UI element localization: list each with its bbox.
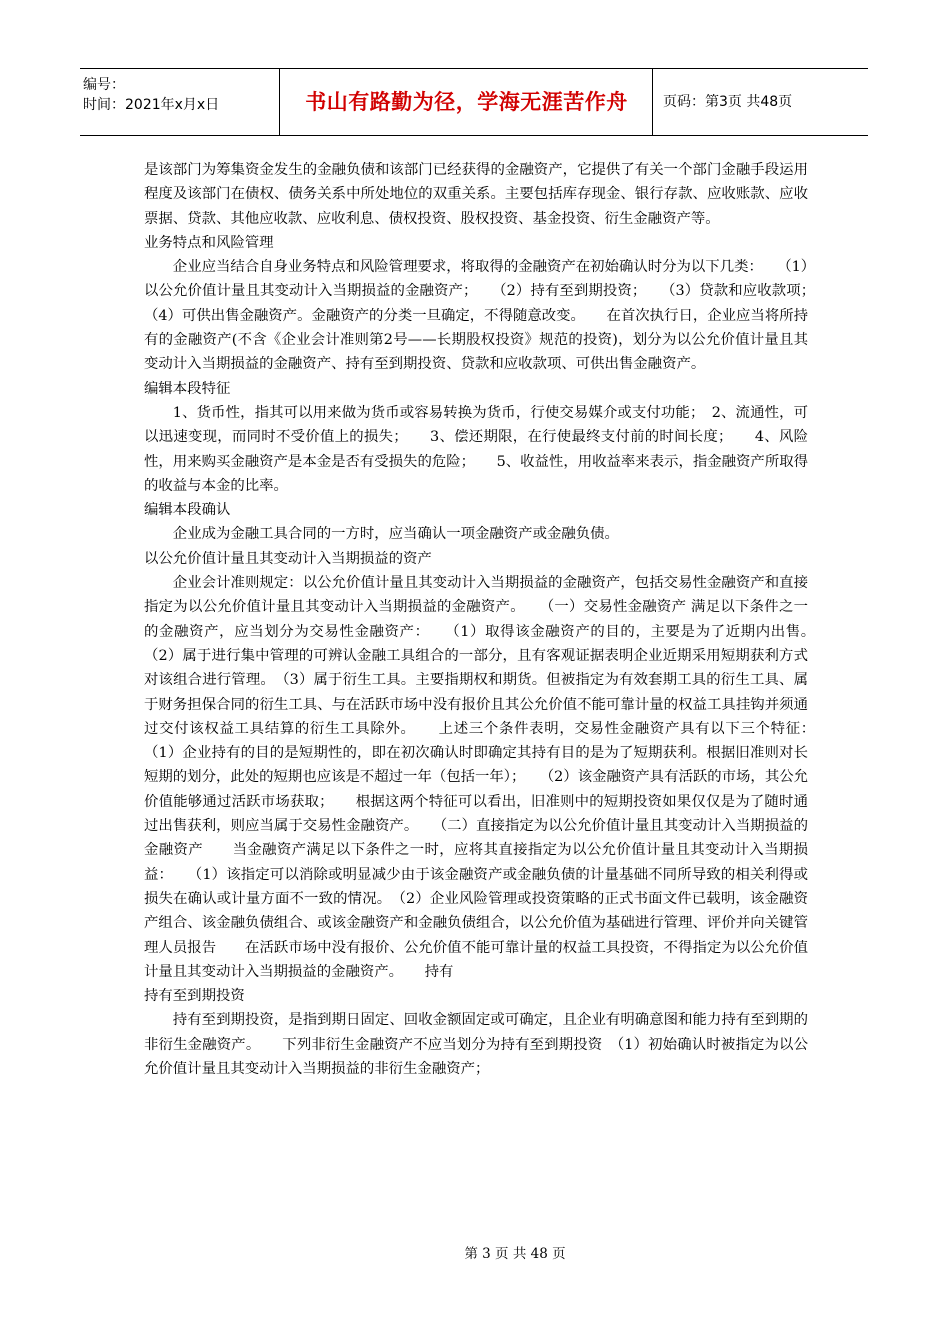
- header-page-info: 页码：第3页 共48页: [663, 94, 793, 110]
- section-heading-business: 业务特点和风险管理: [144, 234, 274, 251]
- footer-page-number: 第 3 页 共 48 页: [464, 1246, 566, 1262]
- section-heading-recognition: 编辑本段确认: [144, 502, 231, 519]
- page-footer: [0, 1245, 950, 1263]
- time-label: 时间：2021年x月x日: [83, 97, 220, 113]
- paragraph-features: 1、货币性，指其可以用来做为货币或容易转换为货币，行使交易媒介或支付功能； 2、流通性，可以迅速变现，而同时不受价值上的损失； 3、偿还期限，在行使最终支付前的时间长度； 4、风险性，用来购买金融资产是本金是否有受损失的危险； 5、收益性，用收益率来表示，指金融资产所取得的收益与本金的比率。: [144, 404, 808, 494]
- section-heading-features: 编辑本段特征: [144, 380, 231, 397]
- paragraph-recognition: 企业成为金融工具合同的一方时，应当确认一项金融资产或金融负债。: [172, 526, 619, 543]
- paragraph-held-to-maturity: 持有至到期投资，是指到期日固定、回收金额固定或可确定，且企业有明确意图和能力持有至到期的非衍生金融资产。 下列非衍生金融资产不应当划分为持有至到期投资 （1）初始确认时被指定为以公允价值计量且其变动计入当期损益的非衍生金融资产；: [144, 1012, 808, 1077]
- document-body: [144, 158, 837, 1081]
- paragraph-classification: 企业应当结合自身业务特点和风险管理要求，将取得的金融资产在初始确认时分为以下几类： （1）以公允价值计量且其变动计入当期损益的金融资产； （2）持有至到期投资； （3）贷款和应收款项； （4）可供出售金融资产。金融资产的分类一旦确定，不得随意改变。 在首次执行日，企业应当将所持有的金融资产(不含《企业会计准则第2号——长期股权投资》规范的投资)，划分为以公允价值计量且其变动计入当期损益的金融资产、持有至到期投资、贷款和应收款项、可供出售金融资产。: [144, 259, 837, 373]
- page-header: [80, 68, 868, 136]
- section-heading-fair-value: 以公允价值计量且其变动计入当期损益的资产: [144, 550, 432, 567]
- paragraph-continuation: 是该部门为筹集资金发生的金融负债和该部门已经获得的金融资产，它提供了有关一个部门金融手段运用程度及该部门在债权、债务关系中所处地位的双重关系。主要包括库存现金、银行存款、应收账款、应收票据、贷款、其他应收款、应收利息、债权投资、股权投资、基金投资、衍生金融资产等。: [144, 162, 808, 227]
- header-motto: 书山有路勤为径，学海无涯苦作舟: [281, 69, 653, 135]
- number-label: 编号：: [83, 77, 125, 93]
- header-meta: [80, 69, 280, 135]
- paragraph-fair-value: 企业会计准则规定：以公允价值计量且其变动计入当期损益的金融资产，包括交易性金融资产和直接指定为以公允价值计量且其变动计入当期损益的金融资产。 （一）交易性金融资产 满足以下条件之一的金融资产，应当划分为交易性金融资产： （1）取得该金融资产的目的，主要是为了近期内出售。 （2）属于进行集中管理的可辨认金融工具组合的一部分，且有客观证据表明企业近期采用短期获利方式对该组合进行管理。 （3）属于衍生工具。主要指期权和期货。但被指定为有效套期工具的衍生工具、属于财务担保合同的衍生工具、与在活跃市场中没有报价且其公允价值不能可靠计量的权益工具挂钩并须通过交付该权益工具结算的衍生工具除外。 上述三个条件表明，交易性金融资产具有以下三个特征： （1）企业持有的目的是短期性的，即在初次确认时即确定其持有目的是为了短期获利。根据旧准则对长短期的划分，此处的短期也应该是不超过一年（包括一年）； （2）该金融资产具有活跃的市场，其公允价值能够通过活跃市场获取； 根据这两个特征可以看出，旧准则中的短期投资如果仅仅是为了随时通过出售获利，则应当属于交易性金融资产。 （二）直接指定为以公允价值计量且其变动计入当期损益的金融资产 当金融资产满足以下条件之一时，应将其直接指定为以公允价值计量且其变动计入当期损益： （1）该指定可以消除或明显减少由于该金融资产或金融负债的计量基础不同所导致的相关利得或损失在确认或计量方面不一致的情况。 （2）企业风险管理或投资策略的正式书面文件已载明，该金融资产组合、该金融负债组合、或该金融资产和金融负债组合，以公允价值为基础进行管理、评价并向关键管理人员报告 在活跃市场中没有报价、公允价值不能可靠计量的权益工具投资，不得指定为以公允价值计量且其变动计入当期损益的金融资产。 持有: [144, 575, 837, 980]
- section-heading-held-to-maturity: 持有至到期投资: [144, 988, 245, 1005]
